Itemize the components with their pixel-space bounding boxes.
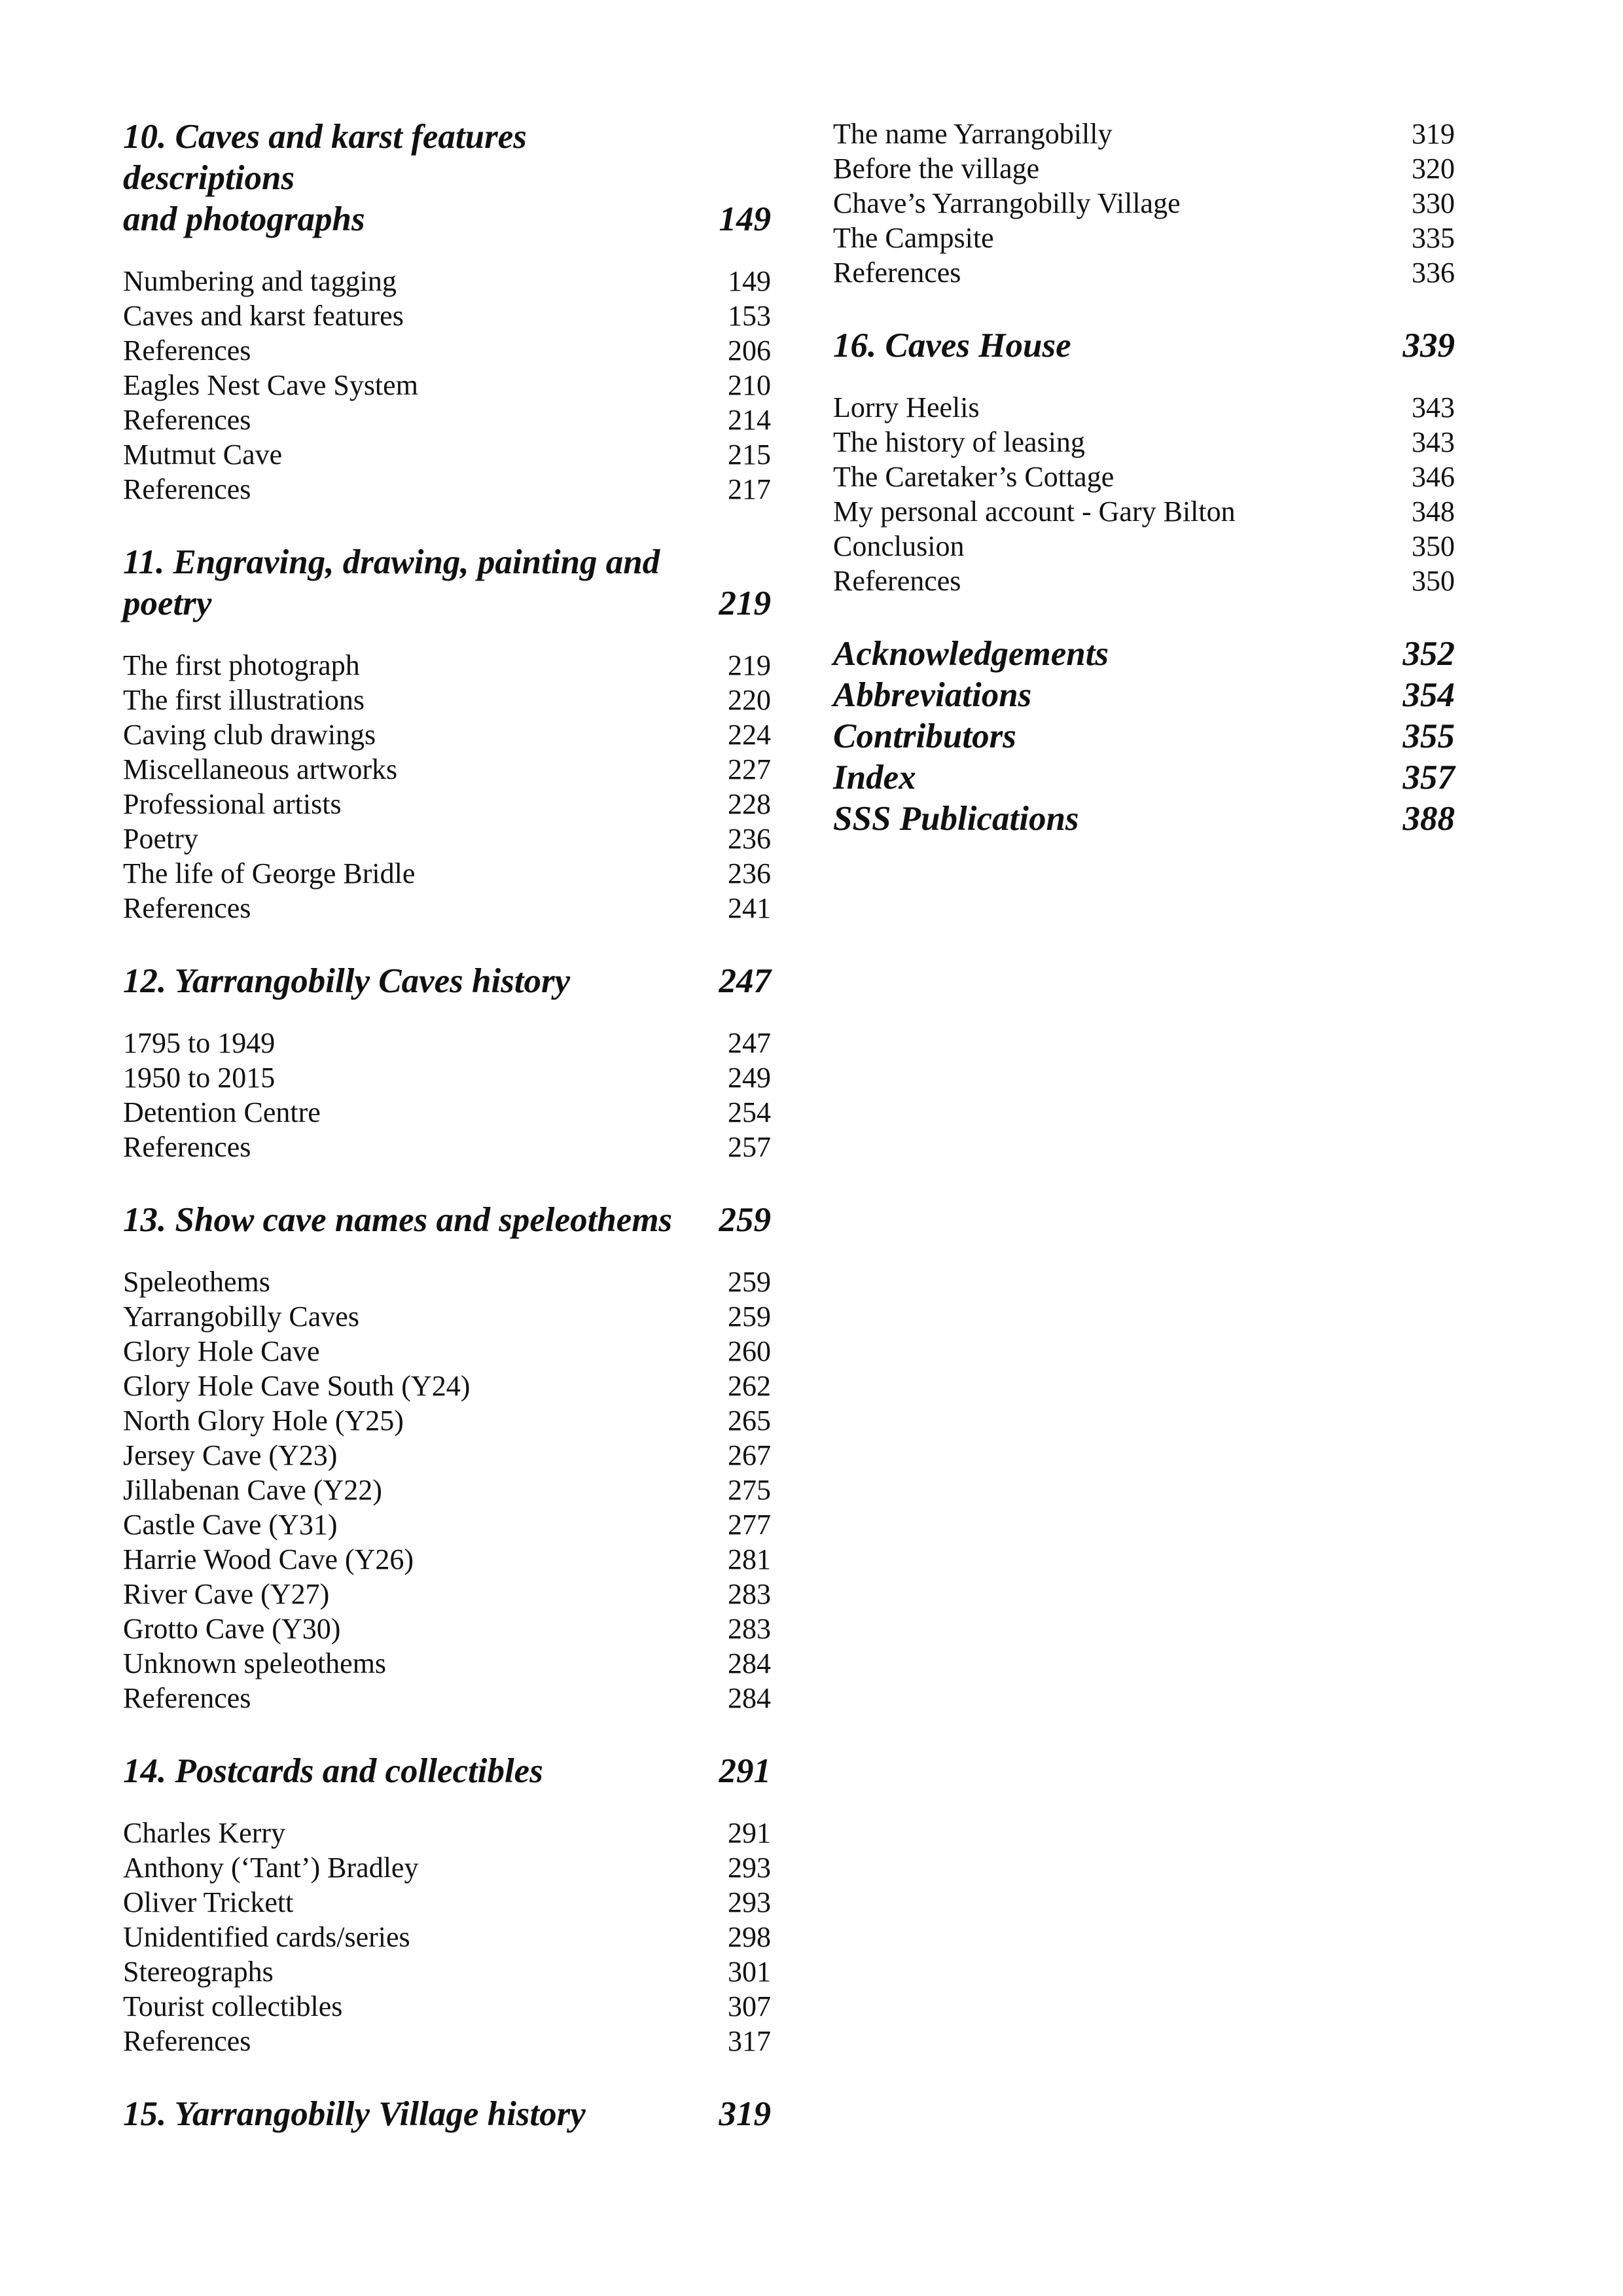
toc-section-heading[interactable]	[123, 542, 771, 624]
toc-entry-label: Poetry	[123, 823, 198, 855]
toc-entry-list	[123, 648, 771, 925]
toc-entry-page: 224	[728, 719, 771, 751]
toc-entry[interactable]	[123, 264, 771, 298]
toc-entry-label: Tourist collectibles	[123, 1990, 343, 2022]
toc-section-heading[interactable]	[123, 117, 771, 240]
toc-entry-label: Grotto Cave (Y30)	[123, 1613, 341, 1645]
toc-section-title: 16. Caves House	[833, 327, 1071, 365]
toc-section-title: 15. Yarrangobilly Village history	[123, 2095, 586, 2133]
toc-entry-label: Miscellaneous artworks	[123, 753, 398, 785]
toc-entry-page: 330	[1412, 187, 1455, 219]
toc-entry-label: Jersey Cave (Y23)	[123, 1439, 338, 1471]
toc-entry-label: The first illustrations	[123, 684, 365, 716]
toc-section-heading[interactable]	[123, 1751, 771, 1792]
toc-entry[interactable]	[123, 648, 771, 683]
toc-entry[interactable]	[833, 117, 1455, 151]
toc-entry-label: References	[123, 1131, 251, 1163]
toc-entry-label: References	[123, 404, 251, 436]
toc-entry-page: 220	[728, 684, 771, 716]
toc-entry-label: References	[123, 2025, 251, 2057]
toc-back-matter-page: 357	[1402, 759, 1455, 797]
toc-entry[interactable]	[833, 425, 1455, 459]
toc-entry[interactable]	[123, 2024, 771, 2058]
toc-entry-page: 346	[1412, 461, 1455, 493]
toc-entry-label: 1950 to 2015	[123, 1062, 276, 1094]
toc-back-matter-page: 354	[1402, 676, 1455, 714]
toc-section-heading[interactable]	[123, 1200, 771, 1241]
toc-entry-page: 298	[728, 1921, 771, 1953]
toc-section-page: 259	[719, 1201, 771, 1239]
toc-back-matter-label: Abbreviations	[833, 676, 1032, 714]
toc-entry[interactable]	[833, 564, 1455, 598]
toc-back-matter-page: 388	[1402, 800, 1455, 838]
toc-entry-page: 350	[1412, 565, 1455, 597]
toc-entry-label: Detention Centre	[123, 1096, 321, 1128]
toc-back-matter-label: SSS Publications	[833, 800, 1079, 838]
toc-entry-label: River Cave (Y27)	[123, 1578, 330, 1610]
toc-section-title: 11. Engraving, drawing, painting and poetry	[123, 543, 660, 622]
toc-entry[interactable]	[123, 1885, 771, 1920]
toc-entry-list	[833, 117, 1455, 290]
toc-entry[interactable]	[123, 856, 771, 891]
toc-entry-page: 153	[728, 300, 771, 332]
toc-entry-page: 293	[728, 1852, 771, 1884]
toc-entry[interactable]	[123, 1850, 771, 1885]
toc-back-matter-item[interactable]	[833, 798, 1455, 840]
toc-entry-page: 343	[1412, 391, 1455, 423]
toc-entry[interactable]	[123, 752, 771, 787]
toc-entry-page: 283	[728, 1578, 771, 1610]
toc-entry-page: 262	[728, 1370, 771, 1402]
toc-section-page: 319	[719, 2095, 771, 2133]
toc-entry-label: References	[123, 1682, 251, 1714]
toc-entry-page: 275	[728, 1474, 771, 1506]
toc-entry-label: Jillabenan Cave (Y22)	[123, 1474, 382, 1506]
toc-entry[interactable]	[123, 1473, 771, 1507]
toc-entry-page: 291	[728, 1817, 771, 1849]
toc-entry-label: Charles Kerry	[123, 1817, 286, 1849]
toc-entry-page: 343	[1412, 426, 1455, 458]
toc-back-matter-label: Acknowledgements	[833, 635, 1109, 673]
toc-entry-page: 293	[728, 1886, 771, 1918]
toc-entry[interactable]	[123, 1060, 771, 1095]
toc-back-matter-item[interactable]	[833, 757, 1455, 798]
toc-entry-label: Stereographs	[123, 1956, 274, 1988]
toc-section	[833, 325, 1455, 598]
toc-section-page: 247	[719, 962, 771, 1000]
toc-section	[123, 117, 771, 507]
toc-entry[interactable]	[123, 437, 771, 472]
toc-entry-page: 320	[1412, 152, 1455, 185]
toc-back-matter-label: Index	[833, 759, 916, 797]
toc-entry[interactable]	[833, 151, 1455, 186]
toc-back-matter-item[interactable]	[833, 716, 1455, 757]
toc-entry-page: 257	[728, 1131, 771, 1163]
toc-entry-label: Mutmut Cave	[123, 439, 283, 471]
toc-entry-label: References	[123, 473, 251, 505]
toc-entry-page: 265	[728, 1405, 771, 1437]
toc-entry-page: 149	[728, 265, 771, 297]
toc-entry[interactable]	[123, 333, 771, 368]
toc-entry[interactable]	[833, 494, 1455, 529]
toc-entry[interactable]	[123, 891, 771, 925]
toc-entry-list	[123, 1265, 771, 1715]
toc-entry-label: References	[123, 892, 251, 924]
toc-left-column	[123, 117, 771, 2170]
toc-entry[interactable]	[123, 298, 771, 333]
toc-entry-page: 350	[1412, 530, 1455, 562]
toc-entry-page: 348	[1412, 495, 1455, 528]
toc-entry[interactable]	[833, 221, 1455, 255]
toc-entry-page: 214	[728, 404, 771, 436]
toc-entry[interactable]	[123, 1646, 771, 1681]
toc-entry-page: 281	[728, 1543, 771, 1575]
toc-entry-page: 241	[728, 892, 771, 924]
toc-entry-page: 259	[728, 1266, 771, 1298]
toc-entry-label: Before the village	[833, 152, 1040, 185]
toc-entry[interactable]	[833, 459, 1455, 494]
toc-entry[interactable]	[123, 1334, 771, 1369]
toc-entry-page: 283	[728, 1613, 771, 1645]
toc-entry-page: 267	[728, 1439, 771, 1471]
toc-entry-label: Glory Hole Cave	[123, 1335, 320, 1367]
toc-entry[interactable]	[123, 368, 771, 403]
toc-entry-label: Eagles Nest Cave System	[123, 369, 418, 401]
toc-entry-label: Caves and karst features	[123, 300, 404, 332]
toc-section-heading[interactable]	[833, 325, 1455, 367]
toc-entry[interactable]	[123, 1989, 771, 2024]
toc-entry-label: The life of George Bridle	[123, 857, 416, 889]
toc-entry[interactable]	[123, 472, 771, 507]
toc-entry-page: 254	[728, 1096, 771, 1128]
toc-entry[interactable]	[123, 1954, 771, 1989]
toc-entry-page: 317	[728, 2025, 771, 2057]
toc-section-title: 13. Show cave names and speleothems	[123, 1201, 673, 1239]
toc-entry[interactable]	[123, 1920, 771, 1954]
toc-entry[interactable]	[123, 1403, 771, 1438]
toc-entry-page: 301	[728, 1956, 771, 1988]
toc-entry-label: Anthony (‘Tant’) Bradley	[123, 1852, 419, 1884]
toc-entry[interactable]	[833, 255, 1455, 290]
toc-entry[interactable]	[123, 1507, 771, 1542]
toc-entry[interactable]	[123, 717, 771, 752]
toc-entry[interactable]	[833, 529, 1455, 564]
toc-section	[123, 1200, 771, 1715]
toc-entry[interactable]	[123, 1369, 771, 1403]
toc-entry-page: 335	[1412, 222, 1455, 254]
toc-entry-label: North Glory Hole (Y25)	[123, 1405, 404, 1437]
toc-section-heading[interactable]	[123, 961, 771, 1002]
toc-entry-page: 206	[728, 334, 771, 367]
toc-entry[interactable]	[123, 1611, 771, 1646]
toc-back-matter-page: 352	[1402, 635, 1455, 673]
toc-entry-page: 284	[728, 1647, 771, 1679]
toc-entry-label: References	[833, 565, 961, 597]
toc-entry-page: 284	[728, 1682, 771, 1714]
toc-section-title: 14. Postcards and collectibles	[123, 1752, 543, 1790]
toc-entry[interactable]	[123, 403, 771, 437]
toc-entry-label: My personal account - Gary Bilton	[833, 495, 1236, 528]
toc-back-matter-page: 355	[1402, 717, 1455, 755]
toc-section	[123, 2094, 771, 2135]
toc-entry[interactable]	[123, 1681, 771, 1715]
toc-entry-page: 336	[1412, 257, 1455, 289]
toc-entry-page: 236	[728, 857, 771, 889]
toc-entry[interactable]	[123, 683, 771, 717]
toc-entry-label: Lorry Heelis	[833, 391, 980, 423]
toc-entry-label: The Campsite	[833, 222, 994, 254]
toc-entry-page: 228	[728, 788, 771, 820]
toc-entry[interactable]	[123, 1299, 771, 1334]
toc-entry-page: 277	[728, 1509, 771, 1541]
toc-entry[interactable]	[833, 186, 1455, 221]
toc-entry-label: The Caretaker’s Cottage	[833, 461, 1115, 493]
toc-entry-page: 319	[1412, 118, 1455, 150]
toc-entry-label: References	[123, 334, 251, 367]
toc-entry[interactable]	[123, 1577, 771, 1611]
toc-entry[interactable]	[123, 821, 771, 856]
toc-section-page: 149	[719, 200, 771, 238]
toc-back-matter	[833, 634, 1455, 840]
toc-entry-page: 217	[728, 473, 771, 505]
toc-entry-page: 236	[728, 823, 771, 855]
toc-entry-list	[833, 390, 1455, 598]
toc-entry[interactable]	[123, 1026, 771, 1060]
toc-section-page: 291	[719, 1752, 771, 1790]
toc-entry-label: References	[833, 257, 961, 289]
toc-entry-label: Professional artists	[123, 788, 342, 820]
toc-entry-label: The first photograph	[123, 649, 360, 681]
toc-entry[interactable]	[833, 390, 1455, 425]
toc-entry-label: Speleothems	[123, 1266, 270, 1298]
toc-section-page: 339	[1402, 327, 1455, 365]
toc-entry-page: 219	[728, 649, 771, 681]
toc-entry-list	[123, 1816, 771, 2058]
toc-section	[123, 542, 771, 925]
toc-back-matter-item[interactable]	[833, 675, 1455, 716]
toc-entry-page: 215	[728, 439, 771, 471]
toc-entry-page: 307	[728, 1990, 771, 2022]
toc-entry-page: 249	[728, 1062, 771, 1094]
toc-entry-label: The history of leasing	[833, 426, 1085, 458]
toc-entry-label: Harrie Wood Cave (Y26)	[123, 1543, 414, 1575]
toc-entry-label: Yarrangobilly Caves	[123, 1300, 359, 1333]
toc-entry-label: Numbering and tagging	[123, 265, 397, 297]
toc-entry-page: 260	[728, 1335, 771, 1367]
toc-entry-list	[123, 264, 771, 507]
toc-entry-label: Unidentified cards/series	[123, 1921, 410, 1953]
toc-entry[interactable]	[123, 1542, 771, 1577]
toc-entry[interactable]	[123, 1816, 771, 1850]
toc-entry[interactable]	[123, 1130, 771, 1164]
toc-section	[123, 961, 771, 1164]
toc-entry-page: 210	[728, 369, 771, 401]
toc-section	[123, 1751, 771, 2058]
toc-entry[interactable]	[123, 1095, 771, 1130]
toc-entry-label: Castle Cave (Y31)	[123, 1509, 338, 1541]
toc-entry-label: Chave’s Yarrangobilly Village	[833, 187, 1181, 219]
toc-entry-label: Caving club drawings	[123, 719, 376, 751]
toc-entry-label: Oliver Trickett	[123, 1886, 294, 1918]
toc-section-title: 10. Caves and karst features descriptions and photographs	[123, 118, 527, 238]
toc-entry-page: 247	[728, 1027, 771, 1059]
toc-right-column	[833, 117, 1455, 840]
toc-entry-page: 227	[728, 753, 771, 785]
toc-entry-label: 1795 to 1949	[123, 1027, 276, 1059]
toc-entry[interactable]	[123, 1438, 771, 1473]
toc-back-matter-label: Contributors	[833, 717, 1016, 755]
toc-entry-label: The name Yarrangobilly	[833, 118, 1113, 150]
toc-entry[interactable]	[123, 787, 771, 821]
toc-back-matter-item[interactable]	[833, 634, 1455, 675]
toc-entry-label: Unknown speleothems	[123, 1647, 387, 1679]
toc-section-page: 219	[719, 584, 771, 622]
toc-entry[interactable]	[123, 1265, 771, 1299]
toc-entry-page: 259	[728, 1300, 771, 1333]
toc-entry-label: Conclusion	[833, 530, 965, 562]
toc-section-heading[interactable]	[123, 2094, 771, 2135]
toc-section-title: 12. Yarrangobilly Caves history	[123, 962, 571, 1000]
toc-entry-list	[123, 1026, 771, 1164]
toc-entry-label: Glory Hole Cave South (Y24)	[123, 1370, 471, 1402]
toc-continued-section	[833, 117, 1455, 290]
